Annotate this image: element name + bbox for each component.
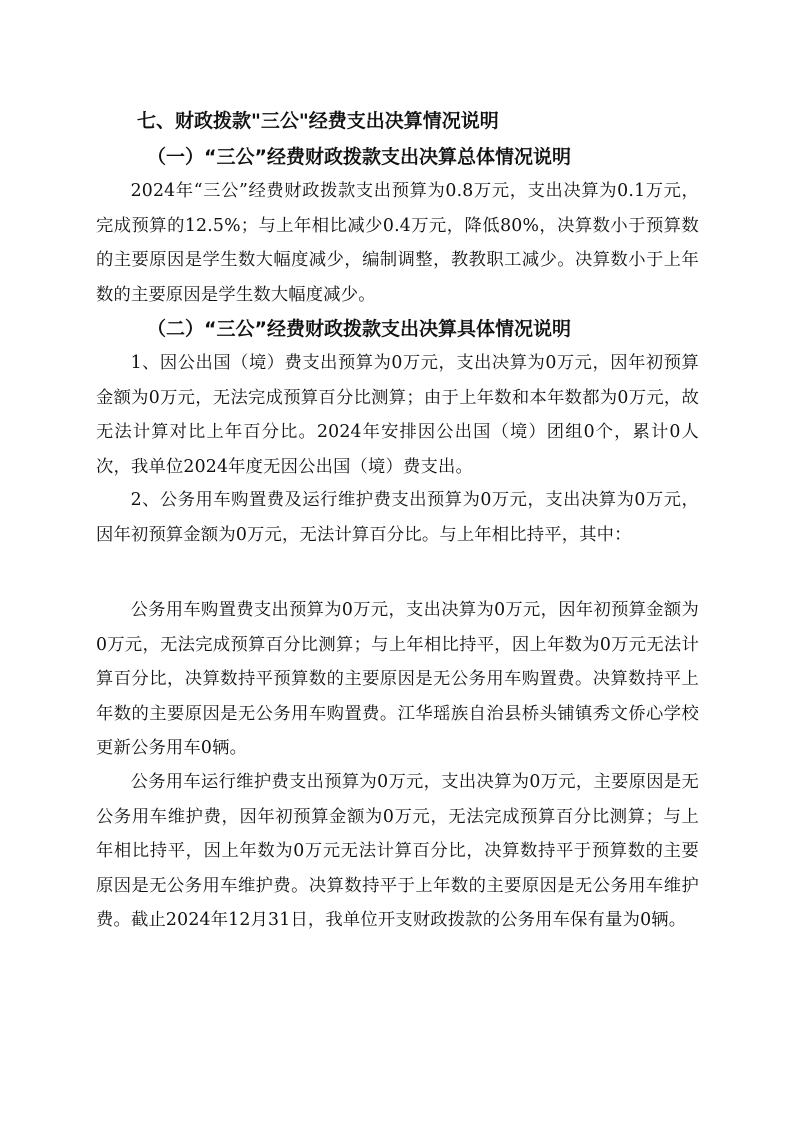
paragraph-vehicle-overview: 2、公务用车购置费及运行维护费支出预算为0万元，支出决算为0万元，因年初预算金额为0万元，无法计算百分比。与上年相比持平，其中：: [96, 490, 699, 545]
paragraph-vehicle-purchase: 公务用车购置费支出预算为0万元，支出决算为0万元，因年初预算金额为0万元，无法完成预算百分比测算；与上年相比持平，因上年数为0万元无法计算百分比，决算数持平预算数的主要原因是无公务用车购置费。决算数持平上年数的主要原因是无公务用车购置费。江华瑶族自治县桥头铺镇秀文侨心学校更新公务用车0辆。: [96, 600, 699, 758]
subsection-title-overall: （一）“三公”经费财政拨款支出决算总体情况说明: [147, 146, 571, 168]
paragraph-overseas-travel: 1、因公出国（境）费支出预算为0万元，支出决算为0万元，因年初预算金额为0万元，无法完成预算百分比测算；由于上年数和本年数都为0万元，故无法计算对比上年百分比。2024年安排因公出国（境）团组0个，累计0人次，我单位2024年度无因公出国（境）费支出。: [96, 353, 699, 477]
paragraph-vehicle-maintenance: 公务用车运行维护费支出预算为0万元，支出决算为0万元，主要原因是无公务用车维护费，因年初预算金额为0万元，无法完成预算百分比测算；与上年相比持平，因上年数为0万元无法计算百分比，决算数持平于预算数的主要原因是无公务用车维护费。决算数持平于上年数的主要原因是无公务用车维护费。截止2024年12月31日，我单位开支财政拨款的公务用车保有量为0辆。: [96, 772, 699, 930]
section-title: 七、财政拨款"三公"经费支出决算情况说明: [137, 110, 499, 132]
paragraph-overall-summary: 2024年“三公”经费财政拨款支出预算为0.8万元，支出决算为0.1万元，完成预算的12.5%；与上年相比减少0.4万元，降低80%，决算数小于预算数的主要原因是学生数大幅度减少，编制调整，教教职工减少。决算数小于上年数的主要原因是学生数大幅度减少。: [96, 181, 699, 305]
subsection-title-details: （二）“三公”经费财政拨款支出决算具体情况说明: [147, 318, 571, 340]
